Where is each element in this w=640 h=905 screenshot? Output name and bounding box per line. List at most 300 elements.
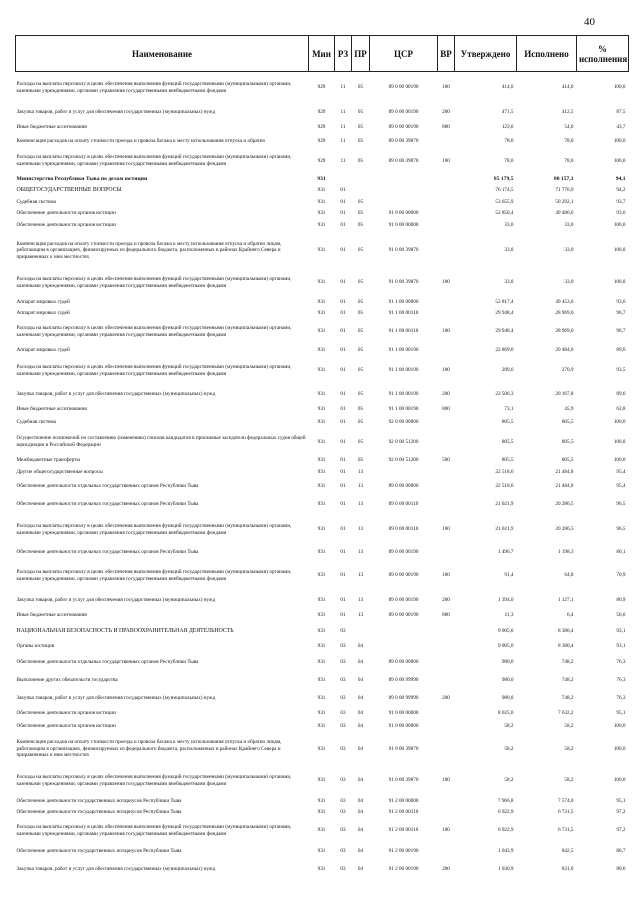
row-percent: 100,0: [613, 777, 626, 784]
row-approved: 414,0: [501, 84, 514, 91]
row-vr: 100: [442, 572, 450, 579]
row-name: Обеспечение деятельности отдельных государственных органов Республики Тыва: [16, 549, 199, 556]
row-pr: 05: [357, 157, 364, 164]
row-csr: 92 0 00 00000: [388, 419, 419, 426]
row-name: Расходы на выплаты персоналу в целях обеспечения выполнения функций государственными (муниципальными) органами, казенными учреждениями, органами управления государственными внебюджетными фондами: [16, 81, 292, 94]
row-min: 929: [317, 157, 326, 164]
row-name: Обеспечение деятельности государственных нотариусов Республики Тыва: [16, 797, 182, 804]
row-rz: 11: [340, 84, 346, 91]
row-approved: 6 922,9: [497, 827, 514, 834]
row-pr: 13: [357, 501, 364, 508]
row-name: Осуществление полномочий по составлению (изменению) списков кандидатов в присяжные заседатели федеральных судов общей юрисдикции в Российской Федерации: [16, 435, 306, 448]
table-row: [16, 672, 629, 690]
row-approved: 1 043,9: [497, 848, 514, 855]
row-executed: 748,2: [561, 695, 574, 702]
row-rz: 11: [340, 123, 346, 130]
row-percent: 80,7: [616, 848, 626, 855]
row-min: 931: [317, 659, 326, 666]
row-min: 931: [317, 797, 326, 804]
row-pr: 05: [357, 222, 364, 229]
row-rz: 01: [340, 390, 346, 397]
row-approved: 1 394,0: [497, 596, 514, 603]
row-csr: [370, 174, 438, 185]
row-name: Закупка товаров, работ и услуг для обеспечения государственных (муниципальных) нужд: [16, 390, 216, 397]
row-pr: 05: [357, 438, 364, 445]
row-min: 931: [317, 627, 326, 634]
table-row: [16, 844, 629, 860]
row-rz: 11: [340, 137, 346, 144]
row-csr: 91 0 00 00000: [388, 722, 419, 729]
row-rz: 03: [340, 777, 346, 784]
row-min: 931: [317, 848, 326, 855]
row-min: 929: [317, 123, 326, 130]
row-rz: 01: [340, 309, 346, 316]
row-name: ОБЩЕГОСУДАРСТВЕННЫЕ ВОПРОСЫ: [16, 187, 122, 194]
row-name: Обеспечение деятельности отдельных государственных органов Республики Тыва: [16, 501, 199, 508]
row-name: Компенсация расходов на оплату стоимости проезда и провоза багажа к месту использования отпуска и обратно лицам, работающим в организациях, финансируемых из федерального бюджета, расположенных в районах Крайнего Севера и приравненных к ним местностях: [16, 240, 282, 260]
row-name: Выполнение других обязательств государства: [16, 677, 118, 684]
row-name: Межбюджетные трансферты: [16, 457, 81, 464]
row-pr: [352, 174, 370, 185]
row-min: 931: [317, 808, 326, 815]
row-rz: 03: [340, 745, 346, 752]
row-approved: 980,0: [501, 677, 514, 684]
row-percent: 100,0: [613, 745, 626, 752]
row-pr: 05: [357, 247, 364, 254]
row-csr: 89 0 00 39870: [388, 137, 419, 144]
row-name: НАЦИОНАЛЬНАЯ БЕЗОПАСНОСТЬ И ПРАВООХРАНИТЕЛЬНАЯ ДЕЯТЕЛЬНОСТЬ: [16, 627, 234, 634]
table-row: [16, 308, 629, 319]
row-percent: 70,9: [616, 572, 626, 579]
row-pr: 04: [357, 677, 364, 684]
row-executed: 8 380,4: [557, 643, 574, 650]
table-row: [16, 592, 629, 609]
row-min: 931: [317, 745, 326, 752]
row-approved: 22 518,6: [495, 483, 514, 490]
row-rz: 01: [340, 457, 346, 464]
row-rz: 03: [340, 695, 346, 702]
table-row: [16, 496, 629, 514]
row-csr: 91 0 00 00000: [388, 710, 419, 717]
row-percent: 100,0: [613, 222, 626, 229]
row-percent: 100,0: [613, 137, 626, 144]
row-pr: 05: [357, 123, 364, 130]
row-csr: 89 0 00 00190: [388, 549, 419, 556]
table-row: [16, 654, 629, 672]
row-approved: 11,3: [504, 612, 514, 619]
table-row: [16, 121, 629, 134]
table-row: [16, 149, 629, 174]
row-csr: 89 0 00 00190: [388, 596, 419, 603]
row-min: 931: [317, 572, 326, 579]
row-vr: 200: [442, 108, 450, 115]
row-percent: 95,4: [616, 483, 626, 490]
row-pr: 04: [357, 777, 364, 784]
row-csr: 92 0 00 51200: [388, 438, 419, 445]
row-vr: [438, 478, 455, 496]
table-row: [16, 297, 629, 308]
row-vr: [438, 233, 455, 269]
row-vr: 200: [442, 866, 450, 873]
row-rz: 03: [340, 866, 346, 873]
header-rz: РЗ: [335, 36, 352, 72]
row-csr: 91 2 00 00190: [388, 848, 419, 855]
row-pr: 05: [357, 419, 364, 426]
row-pr: 04: [357, 848, 364, 855]
row-min: 931: [317, 596, 326, 603]
header-min: Мин: [309, 36, 335, 72]
row-min: 931: [317, 419, 326, 426]
row-approved: 9 005,0: [497, 643, 514, 650]
row-approved: 1 030,9: [497, 866, 514, 873]
row-pr: [352, 185, 370, 197]
row-vr: 100: [442, 526, 450, 533]
row-approved: 805,5: [501, 419, 514, 426]
row-approved: 1 496,7: [497, 549, 514, 556]
row-min: 931: [317, 247, 326, 254]
row-pr: 04: [357, 808, 364, 815]
row-approved: 91,4: [504, 572, 514, 579]
row-percent: 94,1: [615, 175, 626, 182]
row-percent: 96,5: [616, 526, 626, 533]
row-vr: [438, 640, 455, 654]
row-pr: 04: [357, 695, 364, 702]
row-rz: 11: [340, 108, 346, 115]
row-vr: 800: [442, 612, 450, 619]
row-executed: 33,0: [564, 279, 574, 286]
row-pr: 05: [357, 346, 364, 353]
table-row: [16, 546, 629, 560]
row-pr: 04: [357, 643, 364, 650]
row-executed: 54,0: [564, 123, 574, 130]
row-percent: 80,6: [616, 866, 626, 873]
row-name: Обеспечение деятельности отдельных государственных органов Республики Тыва: [16, 659, 199, 666]
row-name: Аппарат мировых судей: [16, 346, 70, 353]
row-percent: 100,0: [613, 84, 626, 91]
table-row: [16, 319, 629, 345]
row-vr: 100: [442, 367, 450, 374]
row-approved: 33,0: [504, 279, 514, 286]
row-pr: [352, 623, 370, 640]
row-approved: 29 948,4: [495, 328, 514, 335]
row-csr: 91 1 00 00190: [388, 367, 419, 374]
row-executed: 414,0: [561, 84, 574, 91]
row-name: Судебная система: [16, 419, 56, 426]
row-approved: 52 817,4: [495, 298, 514, 305]
row-pr: 05: [357, 209, 364, 216]
row-percent: 96,5: [616, 501, 626, 508]
table-row: [16, 690, 629, 708]
table-row: [16, 104, 629, 121]
row-csr: 91 0 00 00000: [388, 209, 419, 216]
row-pr: 05: [357, 198, 364, 205]
row-rz: 03: [340, 808, 346, 815]
row-min: 931: [317, 695, 326, 702]
row-percent: 76,3: [616, 659, 626, 666]
row-pr: 05: [357, 279, 364, 286]
row-min: 931: [317, 866, 326, 873]
table-row: [16, 514, 629, 546]
row-vr: 500: [442, 457, 450, 464]
row-vr: 800: [442, 123, 450, 130]
row-rz: 03: [340, 848, 346, 855]
row-rz: 01: [340, 367, 346, 374]
row-csr: 89 0 00 00000: [388, 483, 419, 490]
row-executed: 71 776,9: [555, 187, 574, 194]
row-min: 931: [317, 405, 326, 412]
row-percent: 93,5: [616, 367, 626, 374]
row-executed: 748,2: [561, 659, 574, 666]
row-csr: 91 2 00 00000: [388, 797, 419, 804]
row-vr: [438, 467, 455, 478]
row-executed: 58,2: [564, 722, 574, 729]
row-csr: 91 0 00 39870: [388, 777, 419, 784]
table-row: [16, 185, 629, 197]
row-name: Другие общегосударственные вопросы: [16, 468, 103, 475]
table-row: [16, 640, 629, 654]
row-name: Компенсация расходов на оплату стоимости проезда и провоза багажа к месту использования отпуска и обратно лицам, работающим в организациях, финансируемых из федерального бюджета, расположенных в районах Крайнего Севера и приравненных к ним местностях: [16, 739, 282, 759]
row-approved: 22 506,3: [495, 390, 514, 397]
row-rz: 01: [340, 346, 346, 353]
row-approved: 8 025,0: [497, 710, 514, 717]
row-executed: 270,9: [561, 367, 574, 374]
row-executed: 28 969,0: [555, 309, 574, 316]
row-name: Обеспечение деятельности государственных нотариусов Республики Тыва: [16, 848, 182, 855]
row-executed: 7 574,0: [557, 797, 574, 804]
row-rz: 03: [340, 659, 346, 666]
table-row: [16, 356, 629, 386]
table-row: [16, 733, 629, 766]
row-approved: 85 179,5: [493, 175, 514, 182]
row-vr: [438, 496, 455, 514]
row-executed: 1 127,1: [557, 596, 574, 603]
row-vr: 200: [442, 596, 450, 603]
row-percent: 80,1: [616, 549, 626, 556]
table-row: [16, 467, 629, 478]
row-executed: 21 484,8: [555, 483, 574, 490]
row-csr: [370, 467, 438, 478]
row-pr: 05: [357, 108, 364, 115]
row-vr: [438, 219, 455, 233]
row-approved: 21 021,9: [495, 526, 514, 533]
row-rz: 03: [340, 710, 346, 717]
row-vr: [438, 844, 455, 860]
row-approved: 22 518,6: [495, 468, 514, 475]
row-executed: 6 731,5: [557, 808, 574, 815]
table-row: [16, 720, 629, 733]
row-min: 931: [317, 209, 326, 216]
row-executed: 49 486,6: [555, 209, 574, 216]
row-vr: [438, 672, 455, 690]
row-min: 931: [317, 222, 326, 229]
row-csr: 91 1 00 00110: [388, 309, 419, 316]
table-row: [16, 403, 629, 416]
row-executed: 805,5: [561, 419, 574, 426]
table-row: [16, 455, 629, 467]
row-vr: [438, 708, 455, 720]
row-executed: 20 286,5: [555, 501, 574, 508]
row-executed: 45,9: [564, 405, 574, 412]
row-name: Расходы на выплаты персоналу в целях обеспечения выполнения функций государственными (муниципальными) органами, казенными учреждениями, органами управления государственными внебюджетными фондами: [16, 823, 292, 837]
row-executed: 20 167,8: [555, 390, 574, 397]
row-approved: 805,5: [501, 438, 514, 445]
row-name: Аппарат мировых судей: [16, 298, 70, 305]
header-executed: Исполнено: [517, 36, 577, 72]
table-row: [16, 796, 629, 807]
row-pr: 04: [357, 827, 364, 834]
row-approved: 980,0: [501, 659, 514, 666]
row-rz: 03: [340, 722, 346, 729]
row-csr: 91 1 00 00190: [388, 390, 419, 397]
row-percent: 89,6: [616, 346, 626, 353]
row-csr: 91 1 00 00190: [388, 346, 419, 353]
row-name: Обеспечение деятельности органов юстиции: [16, 209, 116, 216]
row-approved: 53 655,9: [495, 198, 514, 205]
row-csr: [370, 185, 438, 197]
row-percent: 56,6: [616, 612, 626, 619]
row-name: Закупка товаров, работ и услуг для обеспечения государственных (муниципальных) нужд: [16, 695, 216, 702]
row-approved: 76 174,5: [495, 187, 514, 194]
row-csr: 89 0 00 00110: [388, 501, 419, 508]
row-approved: 7 966,8: [497, 797, 514, 804]
row-csr: 92 0 00 51200: [388, 457, 419, 464]
row-csr: 89 0 00 00190: [388, 84, 419, 91]
row-executed: 78,0: [564, 157, 574, 164]
header-approved: Утверждено: [455, 36, 517, 72]
row-approved: 29 948,4: [495, 309, 514, 316]
row-min: 931: [317, 298, 326, 305]
row-executed: 33,0: [564, 247, 574, 254]
row-percent: 76,3: [616, 695, 626, 702]
row-executed: 20 484,6: [555, 346, 574, 353]
table-body: [16, 72, 629, 880]
row-approved: 58,2: [504, 777, 514, 784]
row-csr: 89 0 00 00000: [388, 659, 419, 666]
row-executed: 21 484,8: [555, 468, 574, 475]
row-percent: 100,0: [613, 457, 626, 464]
row-vr: 100: [442, 777, 450, 784]
table-row: [16, 478, 629, 496]
table-row: [16, 766, 629, 796]
row-executed: 20 286,5: [555, 526, 574, 533]
row-csr: 89 0 00 00190: [388, 108, 419, 115]
row-percent: 96,7: [616, 309, 626, 316]
row-percent: 89,6: [616, 390, 626, 397]
row-min: 931: [317, 677, 326, 684]
row-name: Расходы на выплаты персоналу в целях обеспечения выполнения функций государственными (муниципальными) органами, казенными учреждениями, органами управления государственными внебюджетными фондами: [16, 275, 292, 289]
row-approved: 58,2: [504, 745, 514, 752]
row-min: 931: [317, 457, 326, 464]
row-vr: [438, 546, 455, 560]
row-name: Расходы на выплаты персоналу в целях обеспечения выполнения функций государственными (муниципальными) органами, казенными учреждениями, органами управления государственными внебюджетными фондами: [16, 154, 292, 167]
row-min: 931: [317, 346, 326, 353]
row-csr: 89 0 00 00190: [388, 123, 419, 130]
row-vr: 100: [442, 279, 450, 286]
row-rz: 03: [340, 677, 346, 684]
row-rz: 01: [340, 549, 346, 556]
row-vr: [438, 297, 455, 308]
row-approved: 805,5: [501, 457, 514, 464]
row-percent: 96,7: [616, 328, 626, 335]
row-rz: 03: [340, 643, 346, 650]
row-vr: [438, 720, 455, 733]
row-name: Аппарат мировых судей: [16, 309, 70, 316]
row-percent: 100,0: [613, 419, 626, 426]
row-vr: 100: [442, 157, 450, 164]
table-row: [16, 233, 629, 269]
row-pr: 04: [357, 710, 364, 717]
row-min: 929: [317, 108, 326, 115]
row-pr: 04: [357, 722, 364, 729]
row-pr: 04: [357, 797, 364, 804]
row-min: 931: [317, 827, 326, 834]
row-pr: 05: [357, 298, 364, 305]
row-percent: 80,9: [616, 596, 626, 603]
row-csr: 89 0 00 39870: [388, 157, 419, 164]
table-row: [16, 197, 629, 208]
row-percent: 93,1: [616, 627, 626, 634]
row-name: Обеспечение деятельности отдельных государственных органов Республики Тыва: [16, 483, 199, 490]
header-vr: ВР: [438, 36, 455, 72]
row-pr: 13: [357, 612, 364, 619]
row-approved: 78,0: [504, 137, 514, 144]
row-min: 931: [317, 198, 326, 205]
row-csr: 91 0 00 39870: [388, 247, 419, 254]
row-executed: 58,2: [564, 745, 574, 752]
row-pr: 05: [357, 309, 364, 316]
row-percent: 100,0: [613, 722, 626, 729]
table-row: [16, 807, 629, 818]
table-row: [16, 560, 629, 592]
row-rz: 03: [340, 627, 346, 634]
row-csr: 91 1 00 00110: [388, 328, 419, 335]
row-csr: 89 0 00 00110: [388, 526, 419, 533]
row-vr: [438, 197, 455, 208]
page-number: 40: [584, 16, 595, 28]
row-vr: [438, 308, 455, 319]
row-rz: 01: [340, 279, 346, 286]
row-pr: 13: [357, 596, 364, 603]
row-csr: 89 0 00 99990: [388, 677, 419, 684]
row-vr: [438, 345, 455, 356]
row-executed: 805,5: [561, 438, 574, 445]
row-approved: 22 869,0: [495, 346, 514, 353]
row-approved: 9 005,0: [497, 627, 514, 634]
row-min: 931: [317, 643, 326, 650]
row-csr: 89 0 00 00190: [388, 612, 419, 619]
row-min: 931: [317, 501, 326, 508]
row-min: 931: [317, 549, 326, 556]
row-vr: [438, 807, 455, 818]
row-rz: 01: [340, 405, 346, 412]
row-percent: 95,4: [616, 468, 626, 475]
row-csr: 89 0 00 99990: [388, 695, 419, 702]
row-approved: 78,0: [504, 157, 514, 164]
row-rz: 01: [340, 419, 346, 426]
row-min: 931: [317, 390, 326, 397]
row-rz: 03: [340, 827, 346, 834]
row-approved: 73,1: [504, 405, 514, 412]
row-name: Расходы на выплаты персоналу в целях обеспечения выполнения функций государственными (муниципальными) органами, казенными учреждениями, органами управления государственными внебюджетными фондами: [16, 773, 292, 787]
row-name: Судебная система: [16, 198, 56, 205]
row-rz: 01: [340, 572, 346, 579]
row-rz: 01: [340, 247, 346, 254]
row-pr: 05: [357, 137, 364, 144]
row-pr: 04: [357, 745, 364, 752]
row-vr: 100: [442, 827, 450, 834]
row-percent: 93,6: [616, 298, 626, 305]
table-row: [16, 416, 629, 430]
